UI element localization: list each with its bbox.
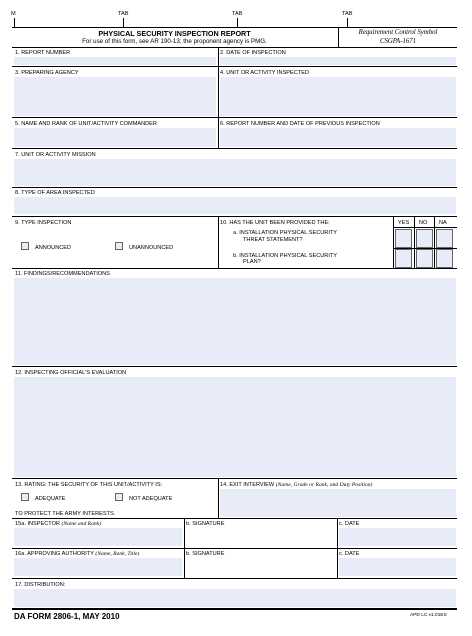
row-divider (12, 366, 457, 367)
form-subtitle: For use of this form, see AR 190-13; the proponent agency is PMG. (82, 38, 267, 45)
tab-mark-1: TAB (118, 11, 129, 17)
col-divider (218, 117, 219, 148)
not-adequate-checkbox[interactable] (115, 493, 123, 501)
requirement-control-symbol: CSGPA-1671 (379, 38, 417, 45)
previous-inspection-field[interactable] (220, 128, 456, 147)
rating-label: 13. RATING: THE SECURITY OF THIS UNIT/ACTIVITY IS: (15, 482, 163, 488)
yn-grid-line (393, 227, 457, 228)
inspection-type-label: 9. TYPE INSPECTION (15, 220, 72, 226)
requirement-control-label: Requirement Control Symbol (358, 29, 438, 36)
row-divider (12, 47, 457, 48)
evaluation-field[interactable] (14, 377, 456, 477)
inspection-date-label: 2. DATE OF INSPECTION (220, 50, 286, 56)
inspector-hint: (Name and Rank) (61, 521, 102, 527)
row-divider (12, 268, 457, 269)
yn-grid-line (414, 217, 415, 268)
inspector-label (15, 521, 101, 527)
approver-date-label: c. DATE (339, 551, 360, 557)
form-top-border (12, 27, 457, 28)
unit-inspected-label: 4. UNIT OR ACTIVITY INSPECTED (220, 70, 309, 76)
findings-field[interactable] (14, 278, 456, 365)
adequate-checkbox[interactable] (21, 493, 29, 501)
row-divider (12, 187, 457, 188)
approving-authority-field[interactable] (14, 558, 182, 576)
inspector-signature-label: b. SIGNATURE (186, 521, 225, 527)
col-divider (218, 66, 219, 117)
approver-signature-label: b. SIGNATURE (186, 551, 225, 557)
security-plan-label-1: b. INSTALLATION PHYSICAL SECURITY (233, 253, 338, 259)
exit-interview-hint: (Name, Grade or Rank, and Duty Position) (275, 482, 373, 488)
col-divider (218, 478, 219, 518)
col-divider (218, 216, 219, 268)
row-divider (12, 148, 457, 149)
exit-interview-title: 14. EXIT INTERVIEW (220, 482, 275, 488)
threat-statement-na-box[interactable] (436, 229, 453, 248)
not-adequate-label: NOT ADEQUATE (129, 496, 173, 502)
preparing-agency-field[interactable] (14, 77, 216, 116)
tab-mark-2: TAB (232, 11, 243, 17)
commander-name-label: 5. NAME AND RANK OF UNIT/ACTIVITY COMMANDER (15, 121, 157, 127)
previous-inspection-label: 6. REPORT NUMBER AND DATE OF PREVIOUS INSPECTION (220, 121, 380, 127)
threat-statement-no-box[interactable] (416, 229, 433, 248)
tab-tick (347, 18, 348, 27)
approver-date-field[interactable] (339, 558, 456, 576)
mission-field[interactable] (14, 159, 456, 186)
distribution-field[interactable] (14, 589, 456, 607)
na-column-header: NA (439, 220, 447, 226)
area-type-field[interactable] (14, 197, 456, 214)
col-divider (218, 47, 219, 66)
row-divider (12, 216, 457, 217)
inspector-date-field[interactable] (339, 528, 456, 546)
approving-authority-hint: (Name, Rank, Title) (95, 551, 140, 557)
announced-checkbox[interactable] (21, 242, 29, 250)
findings-label: 11. FINDINGS/RECOMMENDATIONS (15, 271, 110, 277)
yn-grid-line (434, 217, 435, 268)
approving-authority-title: 16a. APPROVING AUTHORITY (15, 551, 94, 557)
inspection-date-field[interactable] (220, 57, 456, 65)
security-plan-label-2: PLAN? (243, 259, 261, 265)
security-plan-na-box[interactable] (436, 249, 453, 268)
inspector-name-field[interactable] (14, 528, 182, 546)
area-type-label: 8. TYPE OF AREA INSPECTED (15, 190, 95, 196)
evaluation-label: 12. INSPECTING OFFICIAL'S EVALUATION (15, 370, 127, 376)
yn-grid-line (393, 217, 394, 268)
unit-inspected-field[interactable] (220, 77, 456, 116)
unannounced-checkbox[interactable] (115, 242, 123, 250)
threat-statement-label-2: THREAT STATEMENT? (243, 237, 303, 243)
exit-interview-field[interactable] (220, 489, 456, 517)
row-divider (12, 117, 457, 118)
preparing-agency-label: 3. PREPARING AGENCY (15, 70, 79, 76)
threat-statement-yes-box[interactable] (395, 229, 412, 248)
row-divider (12, 548, 457, 549)
row-divider (12, 518, 457, 519)
adequate-label: ADEQUATE (35, 496, 66, 502)
tab-tick (237, 18, 238, 27)
form-bottom-border (12, 608, 457, 610)
row-divider (12, 478, 457, 479)
security-plan-no-box[interactable] (416, 249, 433, 268)
form-title: PHYSICAL SECURITY INSPECTION REPORT (98, 29, 251, 38)
form-version: APD LC v1.01ES (410, 613, 447, 618)
provided-question-label: 10. HAS THE UNIT BEEN PROVIDED THE: (220, 220, 330, 226)
announced-label: ANNOUNCED (35, 245, 72, 251)
row-divider (12, 578, 457, 579)
col-divider (184, 548, 185, 578)
inspector-title: 15a. INSPECTOR (15, 521, 60, 527)
security-plan-yes-box[interactable] (395, 249, 412, 268)
unannounced-label: UNANNOUNCED (129, 245, 174, 251)
exit-interview-label (220, 482, 372, 488)
mission-label: 7. UNIT OR ACTIVITY MISSION (15, 152, 96, 158)
form-identifier: DA FORM 2806-1, MAY 2010 (14, 612, 120, 621)
tab-mark-3: TAB (342, 11, 353, 17)
tab-tick (123, 18, 124, 27)
yes-column-header: YES (398, 220, 410, 226)
no-column-header: NO (419, 220, 428, 226)
row-divider (12, 66, 457, 67)
col-divider (337, 548, 338, 578)
col-divider (337, 518, 338, 548)
tab-tick (14, 18, 15, 27)
commander-name-field[interactable] (14, 128, 216, 147)
report-number-label: 1. REPORT NUMBER (15, 50, 71, 56)
margin-mark-m: M (11, 11, 16, 17)
inspector-date-label: c. DATE (339, 521, 360, 527)
distribution-label: 17. DISTRIBUTION: (15, 582, 66, 588)
protect-interests-label: TO PROTECT THE ARMY INTERESTS. (15, 511, 116, 517)
report-number-field[interactable] (14, 57, 216, 65)
approving-authority-label (15, 551, 139, 557)
col-divider (184, 518, 185, 548)
threat-statement-label-1: a. INSTALLATION PHYSICAL SECURITY (233, 230, 338, 236)
